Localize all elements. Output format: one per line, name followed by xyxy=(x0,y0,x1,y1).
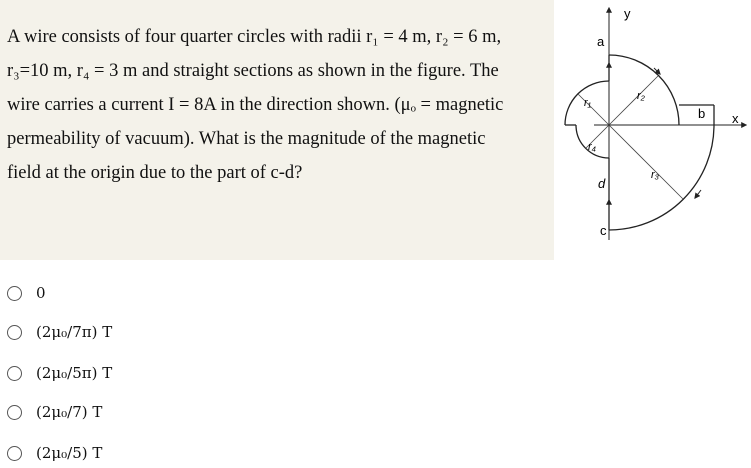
x-axis-label: x xyxy=(732,111,739,126)
option-1-radio[interactable] xyxy=(7,286,22,301)
arc-r2-arrow xyxy=(654,68,660,74)
option-3[interactable] xyxy=(7,358,112,388)
r4-label: r₄ xyxy=(588,141,597,153)
r3-label: r₃ xyxy=(651,169,660,181)
wire-figure xyxy=(554,0,751,260)
point-d-label: d xyxy=(598,176,606,191)
option-5-label: (2μ₀/5) T xyxy=(36,444,103,462)
option-3-label: (2μ₀/5π) T xyxy=(36,364,113,382)
y-axis-label: y xyxy=(624,6,631,21)
option-4-radio[interactable] xyxy=(7,405,22,420)
point-c-label: c xyxy=(600,223,607,238)
option-2-label: (2μ₀/7π) T xyxy=(36,323,113,341)
question-text xyxy=(7,20,547,190)
option-4[interactable] xyxy=(7,397,102,427)
option-2[interactable] xyxy=(7,317,112,347)
option-3-radio[interactable] xyxy=(7,366,22,381)
option-5-radio[interactable] xyxy=(7,446,22,461)
question-panel xyxy=(0,0,554,260)
radius-r2-line xyxy=(609,76,658,125)
option-5[interactable] xyxy=(7,438,102,468)
option-4-label: (2μ₀/7) T xyxy=(36,403,103,421)
r2-label: r₂ xyxy=(637,90,645,102)
question-line-2: r₃=10 m, r₄ = 3 m and straight sections as shown in the figure. The xyxy=(7,61,499,81)
radius-r1-line xyxy=(578,94,609,125)
question-line-1: A wire consists of four quarter circles with radii r₁ = 4 m, r₂ = 6 m, xyxy=(7,27,502,47)
option-1[interactable] xyxy=(7,278,46,308)
point-b-label: b xyxy=(698,106,706,121)
radius-r3-line xyxy=(609,125,683,199)
question-line-3: wire carries a current I = 8A in the direction shown. (μₒ = magnetic xyxy=(7,95,504,115)
option-1-label: 0 xyxy=(36,284,46,302)
arc-r3-arrow xyxy=(695,190,701,198)
r1-label: r₁ xyxy=(584,97,592,109)
question-line-5: field at the origin due to the part of c-d? xyxy=(7,163,303,183)
question-line-4: permeability of vacuum). What is the magnitude of the magnetic xyxy=(7,129,486,149)
option-2-radio[interactable] xyxy=(7,325,22,340)
point-a-label: a xyxy=(597,34,605,49)
wire-diagram xyxy=(554,0,751,260)
